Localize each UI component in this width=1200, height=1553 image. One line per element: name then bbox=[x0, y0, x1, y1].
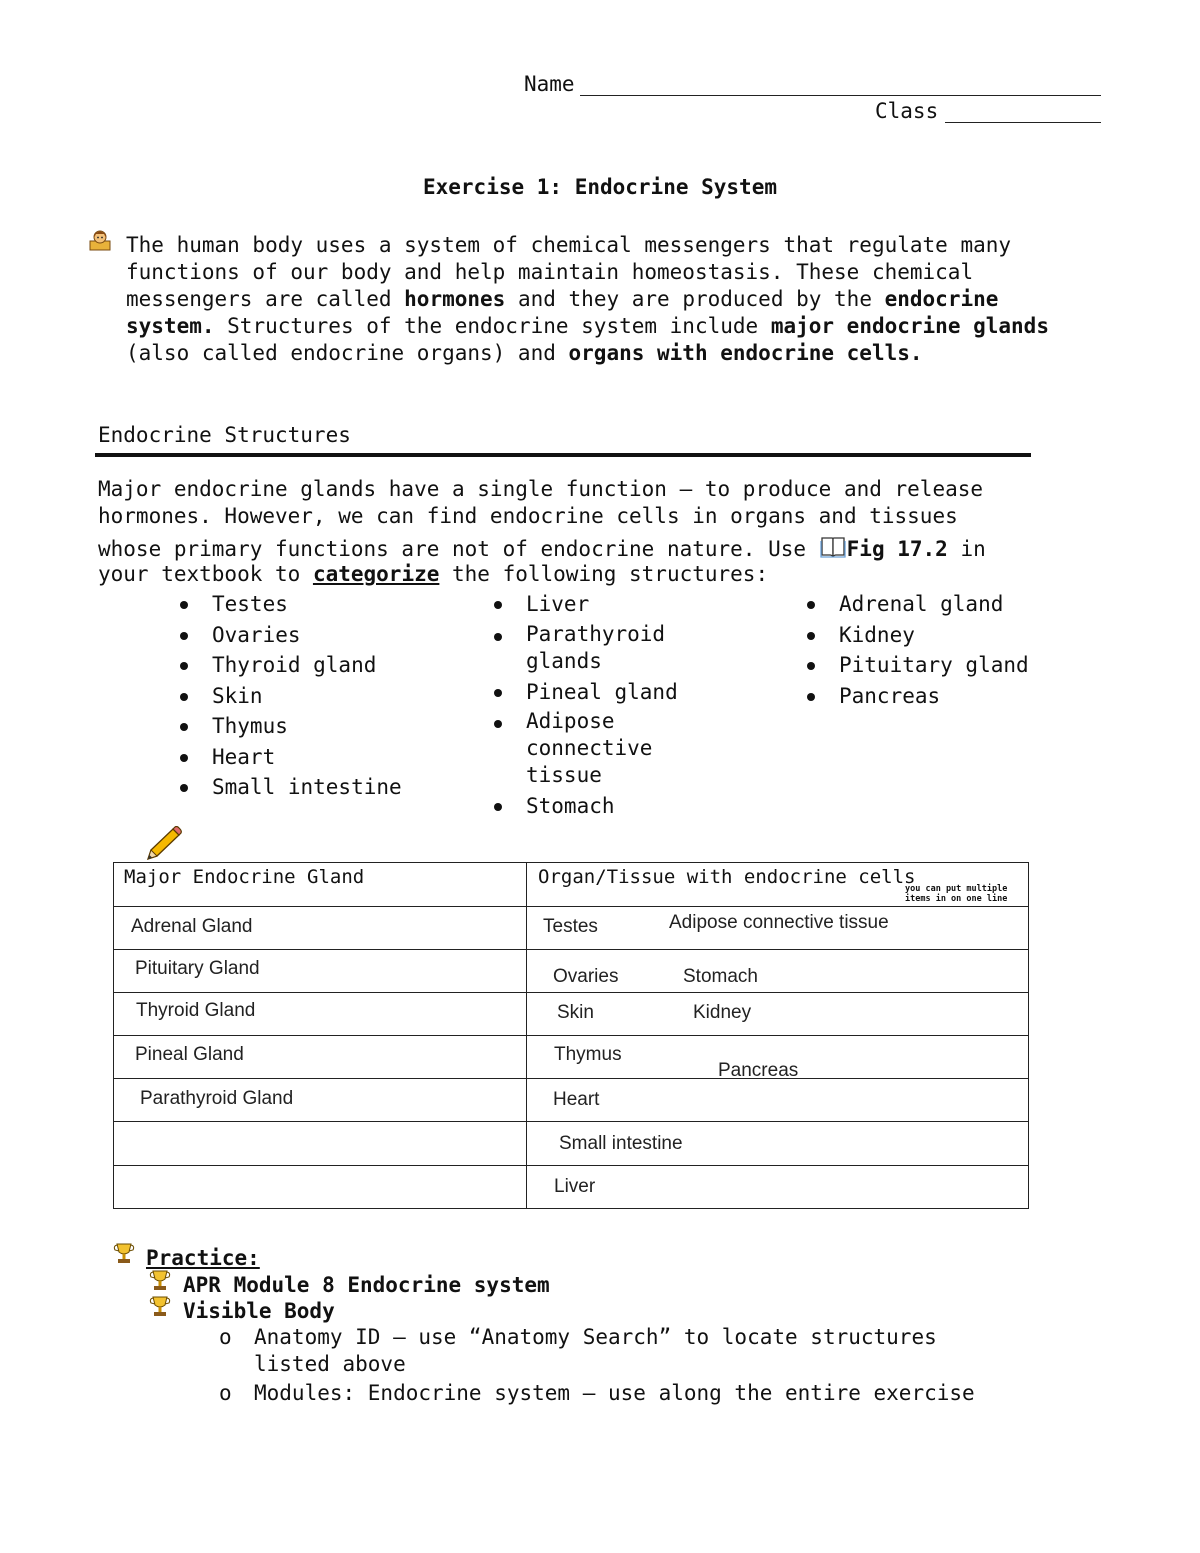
table-cell-right[interactable]: Thymus Pancreas bbox=[527, 1036, 1029, 1079]
practice-heading: Practice: bbox=[146, 1246, 260, 1270]
list-item: Kidney bbox=[803, 620, 1029, 651]
trophy-icon bbox=[148, 1294, 172, 1318]
intro-bold-endocrine-system: endocrine system. bbox=[126, 287, 999, 338]
table-cell-left[interactable]: Parathyroid Gland bbox=[114, 1079, 527, 1122]
section-heading: Endocrine Structures bbox=[98, 423, 351, 447]
list-item: Small intestine bbox=[176, 772, 402, 803]
table-cell-right[interactable]: Small intestine bbox=[527, 1122, 1029, 1166]
list-item: Testes bbox=[176, 589, 402, 620]
book-icon bbox=[819, 535, 847, 557]
intro-text-1: The human body uses a system of chemical messengers that regulate many functions of our body and help maintain homeostasis. These chemical messengers are called bbox=[126, 233, 1012, 311]
intro-bold-major-glands: major endocrine glands bbox=[770, 314, 1049, 338]
table-cell-left[interactable] bbox=[114, 1122, 527, 1166]
list-item: Pancreas bbox=[803, 681, 1029, 712]
table-note-line-1: you can put multiple bbox=[905, 884, 1008, 894]
practice-sub-anatomy-line-1: Anatomy ID – use “Anatomy Search” to locate structures bbox=[254, 1325, 937, 1349]
list-item: Ovaries bbox=[176, 620, 402, 651]
practice-sub-modules: Modules: Endocrine system – use along the entire exercise bbox=[254, 1381, 975, 1405]
section-line-2: hormones. However, we can find endocrine cells in organs and tissues bbox=[98, 504, 958, 528]
table-cell-right[interactable]: Ovaries Stomach bbox=[527, 950, 1029, 993]
section-line-4a: your textbook to bbox=[98, 562, 313, 586]
table-cell-left[interactable] bbox=[114, 1166, 527, 1209]
list-item: Adrenal gland bbox=[803, 589, 1029, 620]
table-cell-left[interactable]: Pituitary Gland bbox=[114, 950, 527, 993]
section-line-3b: in bbox=[947, 537, 986, 561]
name-field[interactable] bbox=[580, 95, 1101, 96]
practice-sub-anatomy-line-2: listed above bbox=[254, 1352, 406, 1376]
page-title: Exercise 1: Endocrine System bbox=[422, 175, 777, 199]
fig-reference: Fig 17.2 bbox=[846, 537, 948, 561]
categorize-table bbox=[113, 862, 1029, 1209]
table-header-right: Organ/Tissue with endocrine cells you can put multiple items in on one line bbox=[527, 863, 1029, 907]
intro-text-4: (also called endocrine organs) and bbox=[126, 341, 569, 365]
list-item: Pituitary gland bbox=[803, 650, 1029, 681]
intro-paragraph bbox=[126, 232, 1098, 367]
list-item: Stomach bbox=[490, 791, 690, 822]
table-cell-left[interactable]: Adrenal Gland bbox=[114, 907, 527, 950]
table-cell-left[interactable]: Pineal Gland bbox=[114, 1036, 527, 1079]
list-item: Parathyroid glands bbox=[490, 621, 686, 675]
section-line-3a: whose primary functions are not of endocrine nature. Use bbox=[98, 537, 819, 561]
list-item: Liver bbox=[490, 589, 690, 620]
class-label: Class bbox=[875, 99, 939, 123]
list-item: Pineal gland bbox=[490, 677, 690, 708]
practice-item-visible-body[interactable]: Visible Body bbox=[183, 1299, 335, 1323]
table-header-left: Major Endocrine Gland bbox=[114, 863, 527, 907]
teacher-icon bbox=[89, 229, 111, 251]
section-line-4 bbox=[98, 561, 768, 588]
sub-marker: o bbox=[219, 1381, 232, 1405]
table-note-line-2: items in on one line bbox=[905, 894, 1008, 904]
sub-marker: o bbox=[219, 1325, 232, 1349]
intro-text-3: Structures of the endocrine system include bbox=[214, 314, 771, 338]
structures-column-1 bbox=[176, 589, 402, 803]
practice-item-apr[interactable]: APR Module 8 Endocrine system bbox=[183, 1273, 550, 1297]
section-line-3 bbox=[98, 535, 986, 563]
intro-text-2: and they are produced by the bbox=[505, 287, 885, 311]
pencil-icon bbox=[143, 826, 183, 862]
intro-bold-organs-cells: organs with endocrine cells. bbox=[568, 341, 923, 365]
trophy-icon bbox=[112, 1241, 136, 1265]
categorize-word: categorize bbox=[312, 562, 440, 586]
intro-bold-hormones: hormones bbox=[404, 287, 506, 311]
list-item: Skin bbox=[176, 681, 402, 712]
section-line-4c: the following structures: bbox=[439, 562, 769, 586]
section-divider bbox=[95, 453, 1031, 457]
structures-column-2 bbox=[490, 589, 690, 822]
list-item: Thymus bbox=[176, 711, 402, 742]
list-item: Adipose connective tissue bbox=[490, 708, 676, 789]
table-cell-right[interactable]: Liver bbox=[527, 1166, 1029, 1209]
table-cell-right[interactable]: Heart bbox=[527, 1079, 1029, 1122]
class-field[interactable] bbox=[945, 122, 1101, 123]
table-cell-right[interactable]: Skin Kidney bbox=[527, 993, 1029, 1036]
name-label: Name bbox=[524, 72, 575, 96]
trophy-icon bbox=[148, 1268, 172, 1292]
table-cell-right[interactable]: Testes Adipose connective tissue bbox=[527, 907, 1029, 950]
list-item: Thyroid gland bbox=[176, 650, 402, 681]
section-line-1: Major endocrine glands have a single function – to produce and release bbox=[98, 477, 984, 501]
structures-column-3 bbox=[803, 589, 1029, 711]
list-item: Heart bbox=[176, 742, 402, 773]
table-cell-left[interactable]: Thyroid Gland bbox=[114, 993, 527, 1036]
